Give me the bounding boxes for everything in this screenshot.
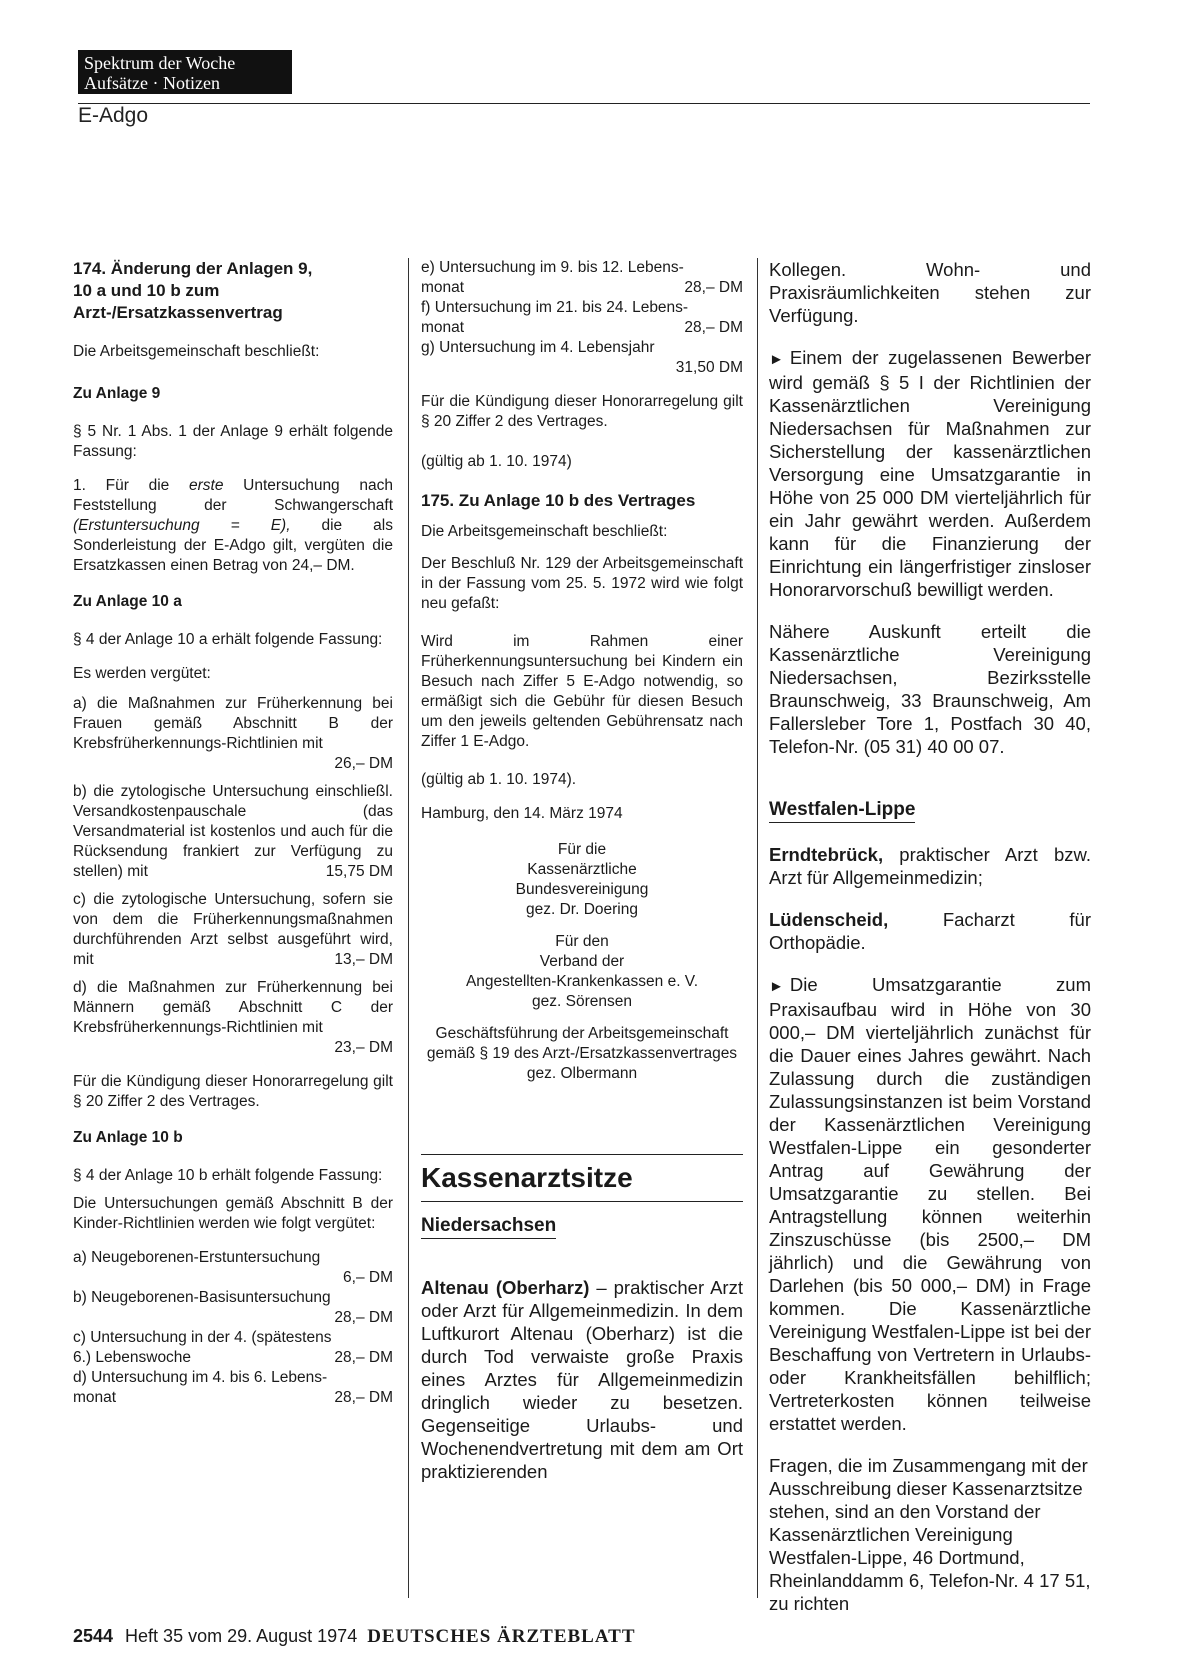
item-amount: 28,– DM bbox=[334, 1349, 393, 1366]
anlage10a-paragraph-2: Es werden vergütet: bbox=[73, 665, 211, 682]
kassenarztsitze-section bbox=[421, 1154, 743, 1483]
gueltig-note: (gültig ab 1. 10. 1974) bbox=[421, 453, 572, 470]
badge-line-1: Spektrum der Woche bbox=[84, 53, 236, 73]
item-amount: 6,– DM bbox=[343, 1269, 393, 1286]
anlage10b-paragraph-1: § 4 der Anlage 10 b erhält folgende Fassung: bbox=[73, 1167, 383, 1184]
beschluss-text: Der Beschluß Nr. 129 der Arbeitsgemeinschaft in der Fassung vom 25. 5. 1972 wird wie folgt neu gefaßt: bbox=[421, 555, 743, 612]
article-174-title bbox=[73, 258, 393, 324]
intro-text: Die Arbeitsgemeinschaft beschließt: bbox=[73, 343, 320, 360]
section-rule-top bbox=[421, 1154, 743, 1155]
item-text: monat bbox=[73, 1389, 117, 1406]
sig-line: Bundesvereinigung bbox=[515, 881, 649, 898]
item-amount: 26,– DM bbox=[334, 755, 393, 772]
paragraph-5: Fragen, die im Zusammengang mit der Ausschreibung dieser Kassenarztsitze stehen, sind an den Vorstand der Kassenärztlichen Vereinigung Westfalen-Lippe, 46 Dortmund, Rheinlanddamm 6, Telefon-Nr. 4 17 51, zu richten bbox=[769, 1455, 1091, 1614]
item-d bbox=[73, 978, 393, 1058]
item-b bbox=[73, 782, 393, 882]
kinder-item-a bbox=[73, 1248, 393, 1288]
column-divider-1 bbox=[408, 258, 409, 1598]
item-text: g) Untersuchung im 4. Lebensjahr bbox=[421, 339, 655, 356]
signature-vdak bbox=[421, 932, 743, 1012]
section-rule-bottom bbox=[421, 1201, 743, 1202]
item-amount: 23,– DM bbox=[334, 1039, 393, 1056]
kinder-item-b bbox=[73, 1288, 393, 1328]
sig-line: Für die bbox=[557, 841, 607, 858]
signature-geschaeftsfuehrung bbox=[421, 1024, 743, 1084]
region-label: Westfalen-Lippe bbox=[769, 799, 915, 823]
text-run: Untersuchung nach Feststellung der Schwangerschaft bbox=[73, 477, 394, 514]
item-amount: 28,– DM bbox=[334, 1389, 393, 1406]
item-text: c) Untersuchung in der 4. (spätestens bbox=[73, 1329, 332, 1346]
item-amount: 13,– DM bbox=[334, 951, 393, 968]
heading-anlage-10b: Zu Anlage 10 b bbox=[73, 1129, 183, 1146]
item-text: 6.) Lebenswoche bbox=[73, 1349, 192, 1366]
emphasis: (Erstuntersuchung = E), bbox=[73, 517, 291, 534]
sig-line: gez. Dr. Doering bbox=[526, 901, 638, 918]
paragraph-4 bbox=[769, 973, 1091, 1435]
kuendigung-text: Für die Kündigung dieser Honorarregelung gilt § 20 Ziffer 2 des Vertrages. bbox=[73, 1073, 393, 1110]
title-line-3: Arzt-/Ersatzkassenvertrag bbox=[73, 303, 283, 322]
text-run: Einem der zugelassenen Bewerber wird gemäß § 5 I der Richtlinien der Kassenärztlichen Vereinigung Niedersachsen für Maßnahmen zur Sicherstellung der kassenärztlichen Versorgung eine Umsatzgarantie in Höhe von 25 000 DM vierteljährlich für ein Jahr gewährt werden. Außerdem kann für die Finanzierung der Einrichtung ein längerfristiger zinsloser Honorarvorschuß bewilligt werden. bbox=[769, 347, 1091, 600]
item-row bbox=[421, 318, 743, 338]
section-label: E-Adgo bbox=[78, 104, 149, 127]
item-text: monat bbox=[421, 279, 465, 296]
sig-line: Geschäftsführung der Arbeitsgemeinschaft bbox=[435, 1025, 729, 1042]
kuendigung-text: Für die Kündigung dieser Honorarregelung gilt § 20 Ziffer 2 des Vertrages. bbox=[421, 393, 743, 430]
issue-info: Heft 35 vom 29. August 1974 bbox=[125, 1626, 358, 1646]
item-text: a) Neugeborenen-Erstuntersuchung bbox=[73, 1249, 321, 1266]
kinder-item-e bbox=[421, 258, 743, 298]
item-row bbox=[73, 1348, 393, 1368]
listing-text: – praktischer Arzt oder Arzt für Allgemeinmedizin. In dem Luftkurort Altenau (Oberharz) ist die durch Tod verwaiste große Praxis eines Arztes für Allgemeinmedizin dringlich wieder zu besetzen. Gegenseitige Urlaubs- und Wochenendvertretung mit dem am Ort praktizierenden bbox=[421, 1277, 743, 1482]
sig-line: gemäß § 19 des Arzt-/Ersatzkassenvertrages bbox=[426, 1045, 738, 1062]
region-label: Niedersachsen bbox=[421, 1215, 556, 1239]
item-text: e) Untersuchung im 9. bis 12. Lebens- bbox=[421, 259, 684, 276]
listing-location: Erndtebrück, bbox=[769, 844, 884, 865]
paragraph-1: Kollegen. Wohn- und Praxisräumlichkeiten stehen zur Verfügung. bbox=[769, 259, 1091, 326]
text-run: 1. Für die bbox=[73, 477, 189, 494]
place-date: Hamburg, den 14. März 1974 bbox=[421, 805, 623, 822]
title-line-1: 174. Änderung der Anlagen 9, bbox=[73, 259, 313, 278]
arrow-icon: ► bbox=[769, 978, 784, 995]
item-row bbox=[421, 278, 743, 298]
anlage10a-paragraph-1: § 4 der Anlage 10 a erhält folgende Fassung: bbox=[73, 631, 383, 648]
item-amount: 28,– DM bbox=[334, 1309, 393, 1326]
text-run: die als Sonderleistung der E-Adgo gilt, vergüten die Ersatzkassen einen Betrag von 24,– DM. bbox=[73, 517, 393, 574]
item-amount: 15,75 DM bbox=[325, 863, 393, 880]
sig-line: Für den bbox=[555, 933, 609, 950]
anlage9-paragraph-1: § 5 Nr. 1 Abs. 1 der Anlage 9 erhält folgende Fassung: bbox=[73, 423, 393, 460]
item-text: f) Untersuchung im 21. bis 24. Lebens- bbox=[421, 299, 689, 316]
title-line-2: 10 a und 10 b zum bbox=[73, 281, 220, 300]
anlage9-paragraph-2 bbox=[73, 476, 393, 576]
emphasis: erste bbox=[189, 477, 224, 494]
item-text: c) die zytologische Untersuchung, sofern sie von dem die Früherkennungsmaßnahmen durchführenden Arzt selbst ausgeführt wird, mit bbox=[73, 891, 393, 968]
listing-text: praktischer Arzt bzw. Arzt für Allgemeinmedizin; bbox=[769, 844, 1091, 888]
rule-text: Wird im Rahmen einer Früherkennungsuntersuchung bei Kindern ein Besuch nach Ziffer 5 E-Adgo notwendig, so ermäßigt sich die Gebühr für diesen Besuch um den jeweils geltenden Gebührensatz nach Ziffer 1 E-Adgo. bbox=[421, 633, 743, 750]
article-175-title: 175. Zu Anlage 10 b des Vertrages bbox=[421, 491, 696, 510]
luedenscheid-listing bbox=[769, 908, 1091, 954]
gueltig-note: (gültig ab 1. 10. 1974). bbox=[421, 771, 577, 788]
item-text: b) Neugeborenen-Basisuntersuchung bbox=[73, 1289, 331, 1306]
section-badge bbox=[78, 50, 292, 94]
sig-line: gez. Sörensen bbox=[532, 993, 632, 1010]
column-1 bbox=[73, 258, 393, 1408]
kinder-item-g bbox=[421, 338, 743, 378]
anlage10b-paragraph-2: Die Untersuchungen gemäß Abschnitt B der Kinder-Richtlinien werden wie folgt vergütet: bbox=[73, 1195, 393, 1232]
paragraph-2 bbox=[769, 346, 1091, 601]
region-heading-westfalen bbox=[769, 798, 1091, 821]
column-3 bbox=[769, 258, 1091, 1634]
section-title: Kassenarztsitze bbox=[421, 1162, 633, 1193]
item-row bbox=[73, 1388, 393, 1408]
arrow-icon: ► bbox=[769, 351, 784, 368]
listing-text: Facharzt für Orthopädie. bbox=[769, 909, 1091, 953]
erndtebrueck-listing bbox=[769, 843, 1091, 889]
heading-anlage-9: Zu Anlage 9 bbox=[73, 385, 161, 402]
page-number: 2544 bbox=[73, 1626, 114, 1646]
item-amount: 28,– DM bbox=[684, 319, 743, 336]
item-c bbox=[73, 890, 393, 970]
text-run: Die Umsatzgarantie zum Praxisaufbau wird in Höhe von 30 000,– DM vierteljährlich zunächst für die Dauer eines Jahres gewährt. Nach Zulassung durch die zuständigen Zulassungsinstanzen ist beim Vorstand der Kassenärztlichen Vereinigung Westfalen-Lippe ein gesonderter Antrag auf Gewährung der Umsatzgarantie zu stellen. Bei Antragstellung können weiterhin Zinszuschüsse (bis 2500,– DM jährlich) und die Gewährung von Darlehen (bis 50 000,– DM) in Frage kommen. Die Kassenärztliche Vereinigung Westfalen-Lippe ist bei der Beschaffung von Vertretern in Urlaubs- oder Krankheitsfällen behilflich; Vertreterkosten können teilweise erstattet werden. bbox=[769, 974, 1091, 1434]
listing-location: Lüdenscheid, bbox=[769, 909, 889, 930]
badge-line-2: Aufsätze · Notizen bbox=[84, 73, 220, 93]
sig-line: Kassenärztliche bbox=[527, 861, 637, 878]
sig-line: Verband der bbox=[539, 953, 625, 970]
journal-name: DEUTSCHES ÄRZTEBLATT bbox=[367, 1626, 636, 1647]
signature-kbv bbox=[421, 840, 743, 920]
item-amount: 31,50 DM bbox=[675, 359, 743, 376]
altenau-listing bbox=[421, 1276, 743, 1483]
region-heading-niedersachsen bbox=[421, 1216, 743, 1236]
intro-text: Die Arbeitsgemeinschaft beschließt: bbox=[421, 523, 668, 540]
item-text: b) die zytologische Untersuchung einschließl. Versandkostenpauschale (das Versandmaterial ist kostenlos und auch für die Rücksendung frankiert zur Verfügung zu stellen) mit bbox=[73, 783, 393, 880]
item-amount: 28,– DM bbox=[684, 279, 743, 296]
item-a bbox=[73, 694, 393, 774]
sig-line: gez. Olbermann bbox=[526, 1065, 638, 1082]
item-text: d) Untersuchung im 4. bis 6. Lebens- bbox=[73, 1369, 328, 1386]
header-rule bbox=[78, 103, 1090, 104]
sig-line: Angestellten-Krankenkassen e. V. bbox=[465, 973, 699, 990]
kinder-item-d bbox=[73, 1368, 393, 1408]
item-text: monat bbox=[421, 319, 465, 336]
column-divider-2 bbox=[757, 258, 758, 1598]
paragraph-3: Nähere Auskunft erteilt die Kassenärztliche Vereinigung Niedersachsen, Bezirksstelle Braunschweig, 33 Braunschweig, Am Fallersleber Tore 1, Postfach 30 40, Telefon-Nr. (05 31) 40 00 07. bbox=[769, 621, 1091, 757]
listing-location: Altenau (Oberharz) bbox=[421, 1277, 590, 1298]
column-2 bbox=[421, 258, 743, 1497]
item-text: d) die Maßnahmen zur Früherkennung bei Männern gemäß Abschnitt C der Krebsfrüherkennungs-Richtlinien mit bbox=[73, 979, 393, 1036]
page-footer bbox=[73, 1626, 636, 1648]
item-text: a) die Maßnahmen zur Früherkennung bei Frauen gemäß Abschnitt B der Krebsfrüherkennungs-Richtlinien mit bbox=[73, 695, 393, 752]
heading-anlage-10a: Zu Anlage 10 a bbox=[73, 593, 182, 610]
kinder-item-f bbox=[421, 298, 743, 338]
kinder-item-c bbox=[73, 1328, 393, 1368]
